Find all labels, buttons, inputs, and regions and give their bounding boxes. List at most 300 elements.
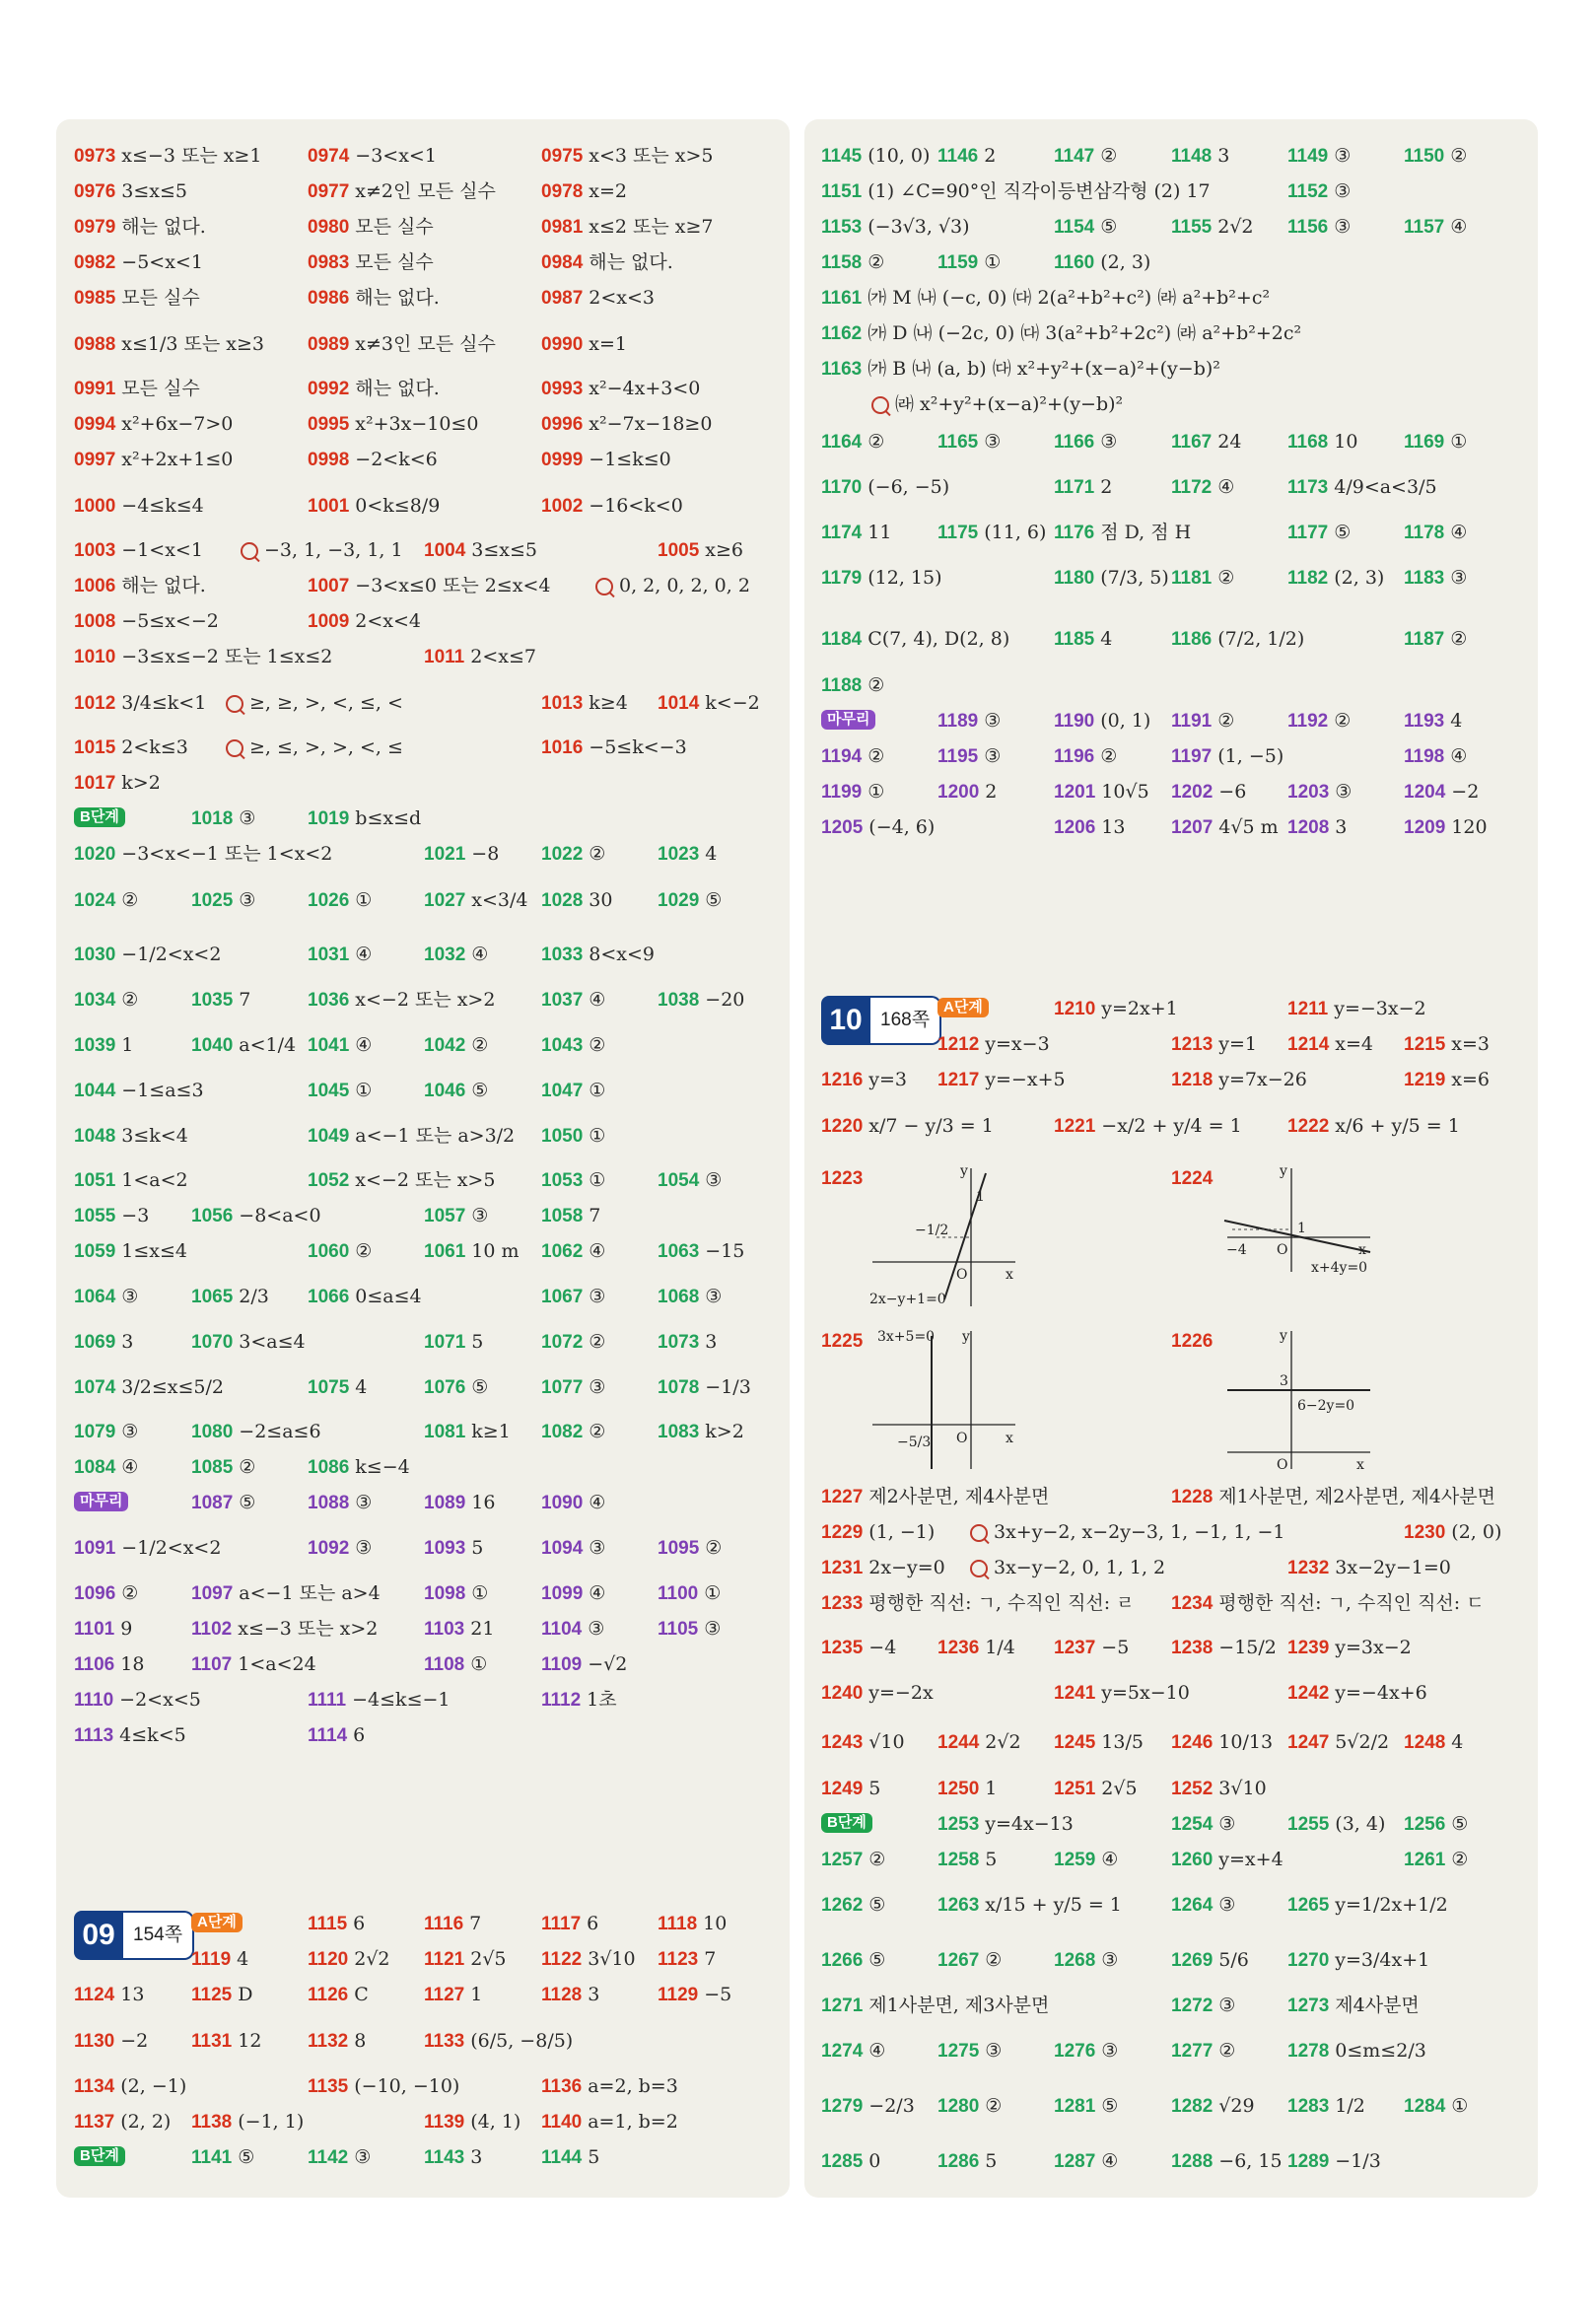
answer-item <box>937 1061 1066 1098</box>
answer-item <box>1171 1805 1235 1843</box>
problem-number: 1043 <box>541 1035 584 1056</box>
answer-item <box>191 1940 248 1978</box>
answer-item <box>74 441 233 478</box>
problem-number: 1100 <box>658 1583 699 1604</box>
answer-text: y=1/2x+1/2 <box>1335 1894 1448 1916</box>
answer-text: 4 <box>705 843 718 865</box>
answer-text: −20 <box>705 989 745 1011</box>
problem-number: 0998 <box>308 450 350 470</box>
problem-number: 1067 <box>541 1287 584 1307</box>
problem-number: 1249 <box>821 1779 864 1799</box>
answer-item <box>658 1575 721 1612</box>
answer-item <box>821 1513 935 1551</box>
problem-number: 1088 <box>308 1493 350 1513</box>
problem-number: 1155 <box>1171 217 1213 238</box>
answer-item <box>74 1368 224 1406</box>
answer-item <box>541 1197 600 1234</box>
answer-item <box>821 808 935 846</box>
answer-item <box>541 1232 605 1270</box>
answer-item <box>191 1448 255 1486</box>
answer-text: ≥, ≥, >, <, ≤, < <box>249 692 403 714</box>
problem-number: 1136 <box>541 2076 583 2097</box>
answer-item <box>541 244 673 281</box>
answer-item <box>1054 2142 1118 2180</box>
magnifier-icon <box>970 1560 988 1577</box>
answer-text: −16<k<0 <box>589 495 683 517</box>
answer-text: (−4, 6) <box>868 816 936 838</box>
problem-number: 1170 <box>821 477 863 498</box>
answer-text: k<−2 <box>705 692 760 714</box>
answer-item <box>821 350 1220 387</box>
answer-text: x²+2x+1≤0 <box>121 449 234 470</box>
answer-item <box>74 2022 148 2060</box>
answer-text: ② <box>589 1331 606 1353</box>
problem-number: 1055 <box>74 1206 116 1226</box>
answer-item <box>541 441 671 478</box>
answer-item <box>867 385 1123 422</box>
problem-number: 1070 <box>191 1332 234 1353</box>
answer-item <box>1287 1805 1385 1843</box>
answer-text: x≤2 또는 x≥7 <box>589 216 714 238</box>
answer-item <box>1287 808 1347 846</box>
problem-number: 1132 <box>308 2031 349 2052</box>
answer-text: √29 <box>1218 2095 1255 2117</box>
problem-number: 1226 <box>1171 1331 1214 1352</box>
answer-text: x/6 + y/5 = 1 <box>1335 1115 1460 1137</box>
answer-item <box>1404 1841 1468 1878</box>
answer-text: −5 <box>1101 1637 1130 1658</box>
magnifier-icon <box>871 396 889 414</box>
problem-number: 1235 <box>821 1638 864 1658</box>
answer-text: k≤−4 <box>355 1456 410 1478</box>
answer-text: x²−7x−18≥0 <box>589 413 713 435</box>
answer-item <box>74 1610 132 1647</box>
problem-number: 1118 <box>658 1914 698 1934</box>
answer-item <box>821 1107 994 1145</box>
problem-number: 1209 <box>1404 817 1446 838</box>
answer-text: −4 <box>868 1637 897 1658</box>
answer-item <box>821 1841 885 1878</box>
answer-text: x=4 <box>1335 1033 1374 1055</box>
problem-number: 1248 <box>1404 1732 1446 1753</box>
problem-number: 1115 <box>308 1914 348 1934</box>
answer-text: x≤−3 또는 x>2 <box>238 1618 379 1640</box>
answer-text: 3≤x≤5 <box>471 539 538 561</box>
answer-item <box>966 1549 1165 1585</box>
problem-number: 1241 <box>1054 1683 1096 1704</box>
problem-number: 1083 <box>658 1422 700 1442</box>
problem-number: 1057 <box>424 1206 466 1226</box>
answer-item <box>1171 2142 1283 2180</box>
answer-text: ④ <box>589 989 606 1011</box>
answer-text: 11 <box>867 522 892 543</box>
graph-label: y <box>1280 1328 1287 1344</box>
problem-number: 1289 <box>1287 2151 1330 2172</box>
problem-number: 1239 <box>1287 1638 1330 1658</box>
answer-item <box>1054 990 1178 1027</box>
answer-text: 6 <box>353 1724 366 1746</box>
problem-number: 1285 <box>821 2151 864 2172</box>
answer-item <box>74 1529 221 1567</box>
problem-number: 1160 <box>1054 252 1095 273</box>
answer-item <box>1171 208 1254 245</box>
answer-item <box>74 729 188 766</box>
problem-number: 1050 <box>541 1126 584 1147</box>
problem-number: 1077 <box>541 1377 584 1398</box>
problem-number: 1006 <box>74 576 116 596</box>
answer-item <box>937 1770 997 1807</box>
answer-item <box>937 1886 1122 1924</box>
answer-text: 30 <box>589 889 613 911</box>
answer-item <box>1287 1025 1373 1063</box>
answer-text: 4 <box>1100 628 1113 650</box>
answer-text: x≤−3 또는 x≥1 <box>121 145 262 167</box>
answer-item <box>1404 2087 1468 2125</box>
answer-item <box>1054 2087 1118 2125</box>
answer-text: 3 <box>705 1331 718 1353</box>
answer-item <box>74 1232 187 1270</box>
answer-item <box>1054 773 1149 810</box>
answer-item <box>1171 2087 1255 2125</box>
answer-text: −2 <box>120 2030 149 2052</box>
level-badge: A단계 <box>191 1913 243 1932</box>
answer-text: −5≤x<−2 <box>121 610 219 632</box>
answer-text: ② <box>355 1240 373 1262</box>
problem-number: 1084 <box>74 1457 116 1478</box>
problem-number: 1008 <box>74 611 116 632</box>
answer-text: √10 <box>868 1731 905 1753</box>
problem-number: 1113 <box>74 1725 114 1746</box>
problem-number: 1151 <box>821 181 863 202</box>
problem-number: 1214 <box>1287 1034 1330 1055</box>
answer-item <box>191 800 255 837</box>
problem-number: 1068 <box>658 1287 700 1307</box>
answer-text: ③ <box>984 710 1002 732</box>
answer-item <box>1054 559 1169 596</box>
answer-item <box>1054 1841 1118 1878</box>
answer-text: 4≤k<5 <box>119 1724 186 1746</box>
problem-number: 0991 <box>74 379 116 399</box>
problem-number: 1238 <box>1171 1638 1214 1658</box>
answer-item <box>1404 773 1479 810</box>
problem-number: 1183 <box>1404 568 1445 589</box>
problem-number: 1258 <box>937 1850 980 1870</box>
problem-number: 1194 <box>821 746 863 767</box>
answer-text: −√2 <box>588 1653 628 1675</box>
answer-text: x<3/4 <box>471 889 528 911</box>
answer-text: −3<x<−1 또는 1<x<2 <box>121 843 333 865</box>
answer-text: −8<a<0 <box>239 1205 321 1226</box>
problem-number: 1264 <box>1171 1895 1214 1916</box>
answer-text: y=x−3 <box>985 1033 1050 1055</box>
problem-number: 1120 <box>308 1949 349 1970</box>
answer-item <box>658 1905 727 1942</box>
answer-item <box>1054 620 1112 658</box>
answer-item <box>821 1987 1049 2024</box>
problem-number: 1259 <box>1054 1850 1096 1870</box>
answer-text: ② <box>1450 145 1468 167</box>
answer-text: 모든 실수 <box>355 251 434 273</box>
answer-text: 1<a<2 <box>121 1169 188 1191</box>
problem-number: 1223 <box>821 1168 864 1189</box>
answer-item <box>308 1529 372 1567</box>
answer-text: 3x−y−2, 0, 1, 1, 2 <box>994 1557 1166 1578</box>
answer-text: ⑤ <box>868 1949 886 1971</box>
answer-item <box>424 1529 483 1567</box>
answer-text: ② <box>867 431 885 453</box>
answer-text: −2<k<6 <box>355 449 438 470</box>
graph-label: 6−2y=0 <box>1297 1398 1355 1414</box>
graph-label: 1 <box>976 1189 985 1205</box>
problem-number: 1166 <box>1054 432 1095 453</box>
answer-item <box>191 1645 316 1683</box>
answer-item <box>937 2142 997 2180</box>
answer-item <box>308 800 421 837</box>
answer-text: 모든 실수 <box>121 287 200 309</box>
problem-number: 0974 <box>308 146 350 167</box>
answer-text: 10 <box>703 1913 728 1934</box>
answer-item <box>308 137 437 175</box>
answer-item <box>658 1232 744 1270</box>
problem-number: 1039 <box>74 1035 116 1056</box>
answer-text: 0, 2, 0, 2, 0, 2 <box>619 575 750 596</box>
answer-text: 3≤x≤5 <box>121 180 188 202</box>
answer-item <box>424 881 528 919</box>
problem-number: 1257 <box>821 1850 864 1870</box>
answer-item <box>308 1905 365 1942</box>
answer-item <box>191 1197 321 1234</box>
problem-number: 1042 <box>424 1035 466 1056</box>
problem-number: 1260 <box>1171 1850 1214 1870</box>
answer-text: −1/2<x<2 <box>121 944 222 965</box>
graph-label: x+4y=0 <box>1311 1260 1368 1276</box>
problem-number: 1086 <box>308 1457 350 1478</box>
answer-text: ③ <box>704 1618 722 1640</box>
answer-item <box>937 137 996 175</box>
graph-1225 <box>867 1326 1035 1474</box>
answer-item <box>74 1645 144 1683</box>
answer-text: 제1사분면, 제3사분면 <box>868 1995 1050 2016</box>
problem-number: 1143 <box>424 2147 465 2168</box>
answer-item <box>658 1610 721 1647</box>
problem-number: 1069 <box>74 1332 116 1353</box>
level-badge: 마무리 <box>74 1492 128 1511</box>
answer-text: ㈑ x²+y²+(x−a)²+(y−b)² <box>895 393 1124 415</box>
answer-item <box>1171 1987 1235 2024</box>
answer-text: ① <box>470 1653 488 1675</box>
problem-number: 1266 <box>821 1950 864 1971</box>
answer-text: 13 <box>120 1984 145 2005</box>
answer-text: 3/4≤k<1 <box>121 692 207 714</box>
answer-item <box>74 279 200 316</box>
problem-number: 0984 <box>541 252 584 273</box>
problem-number: 1156 <box>1287 217 1329 238</box>
answer-text: ② <box>985 1949 1003 1971</box>
problem-number: 0980 <box>308 217 350 238</box>
problem-number: 1178 <box>1404 523 1445 543</box>
answer-item <box>658 1278 722 1315</box>
answer-item <box>937 1941 1002 1979</box>
answer-text: −5 <box>704 1984 732 2005</box>
answer-text: 3 <box>588 1984 600 2005</box>
answer-item <box>1171 1941 1249 1979</box>
problem-number: 1038 <box>658 990 700 1011</box>
problem-number: 1243 <box>821 1732 864 1753</box>
answer-text: ① <box>589 1169 606 1191</box>
problem-number: 1091 <box>74 1538 116 1559</box>
answer-text: 1/4 <box>985 1637 1015 1658</box>
problem-number: 0981 <box>541 217 584 238</box>
answer-text: (1, −5) <box>1217 745 1284 767</box>
answer-text: 제2사분면, 제4사분면 <box>868 1486 1050 1507</box>
answer-text: ④ <box>1450 522 1468 543</box>
answer-text: ② <box>121 989 139 1011</box>
answer-text: y=3 <box>868 1069 908 1090</box>
answer-text: ② <box>1100 745 1118 767</box>
answer-item <box>1171 1061 1307 1098</box>
graph-label: 1 <box>1297 1221 1306 1236</box>
problem-number: 1152 <box>1287 181 1329 202</box>
answer-text: 3 <box>1335 816 1348 838</box>
problem-number: 1263 <box>937 1895 980 1916</box>
answer-text: −15/2 <box>1218 1637 1277 1658</box>
answer-text: ⑤ <box>471 1080 489 1101</box>
answer-item <box>541 1610 604 1647</box>
answer-item <box>821 773 884 810</box>
problem-number: 1051 <box>74 1170 116 1191</box>
problem-number: 0992 <box>308 379 350 399</box>
problem-number: 1222 <box>1287 1116 1330 1137</box>
answer-item <box>424 1232 520 1270</box>
problem-number: 1028 <box>541 890 584 911</box>
answer-item <box>191 1610 378 1647</box>
answer-item <box>308 936 372 973</box>
answer-text: (7/3, 5) <box>1100 567 1169 589</box>
answer-item <box>1404 559 1467 596</box>
answer-text: ② <box>868 1849 886 1870</box>
answer-text: ② <box>867 674 885 696</box>
answer-text: −8 <box>471 843 500 865</box>
answer-item <box>658 1940 716 1978</box>
problem-number: 1169 <box>1404 432 1445 453</box>
answer-item <box>1404 1025 1490 1063</box>
problem-number: 1172 <box>1171 477 1213 498</box>
answer-text: 5 <box>985 2150 998 2172</box>
answer-item <box>424 1413 511 1450</box>
problem-number: 1073 <box>658 1332 700 1353</box>
answer-text: ② <box>985 2095 1003 2117</box>
problem-number: 1230 <box>1404 1522 1446 1543</box>
problem-number: 1182 <box>1287 568 1329 589</box>
problem-number: 1244 <box>937 1732 980 1753</box>
problem-number: 0996 <box>541 414 584 435</box>
problem-number: 1101 <box>74 1619 115 1640</box>
answer-text: 2<x<3 <box>589 287 656 309</box>
answer-text: ④ <box>1101 2150 1119 2172</box>
answer-text: ④ <box>868 2040 886 2062</box>
problem-number: 0978 <box>541 181 584 202</box>
answer-text: ㈎ D ㈏ (−2c, 0) ㈐ 3(a²+b²+2c²) ㈑ a²+b²+2c² <box>867 322 1302 344</box>
answer-item <box>541 729 687 766</box>
answer-text: ① <box>704 1582 722 1604</box>
answer-text: 5 <box>471 1331 484 1353</box>
answer-item <box>308 567 550 604</box>
answer-item <box>937 1025 1050 1063</box>
answer-item <box>308 405 478 443</box>
answer-text: −2<x<5 <box>119 1689 201 1711</box>
answer-text: k≥4 <box>589 692 628 714</box>
answer-item <box>541 1368 605 1406</box>
answer-text: (2, 2) <box>120 2111 172 2133</box>
answer-item <box>541 981 605 1018</box>
graph-1223 <box>867 1163 1035 1311</box>
answer-item <box>1171 1159 1218 1197</box>
problem-number: 1231 <box>821 1558 864 1578</box>
answer-text: ③ <box>239 807 256 829</box>
answer-item <box>541 2103 678 2140</box>
answer-text: (7/2, 1/2) <box>1217 628 1305 650</box>
answer-text: ④ <box>589 1240 606 1262</box>
answer-text: 1<a<24 <box>238 1653 316 1675</box>
answer-item <box>1287 2032 1426 2069</box>
problem-number: 1219 <box>1404 1070 1446 1090</box>
answer-item <box>541 1645 627 1683</box>
answer-item <box>74 1323 133 1361</box>
answer-item <box>821 1723 905 1761</box>
answer-text: (2, 3) <box>1100 251 1151 273</box>
problem-number: 1095 <box>658 1538 700 1559</box>
problem-number: 1212 <box>937 1034 980 1055</box>
answer-text: 제4사분면 <box>1335 1995 1420 2016</box>
answer-item <box>1287 2087 1365 2125</box>
answer-item <box>74 1681 201 1718</box>
answer-item <box>821 1322 868 1360</box>
answer-item <box>658 981 744 1018</box>
answer-item <box>1054 1674 1190 1712</box>
answer-text: −2 <box>1451 781 1480 803</box>
problem-number: 1026 <box>308 890 350 911</box>
problem-number: 1186 <box>1171 629 1213 650</box>
answer-text: y=x+4 <box>1218 1849 1284 1870</box>
problem-number: 1234 <box>1171 1593 1214 1614</box>
answer-text: 3<a≤4 <box>239 1331 306 1353</box>
problem-number: 1001 <box>308 496 350 517</box>
answer-text: ② <box>1451 1849 1469 1870</box>
answer-item <box>191 1026 296 1064</box>
problem-number: 0985 <box>74 288 116 309</box>
answer-item <box>541 1323 605 1361</box>
problem-number: 1125 <box>191 1985 233 2005</box>
answer-text: 6 <box>587 1913 599 1934</box>
magnifier-icon <box>226 695 243 713</box>
answer-item <box>541 1575 605 1612</box>
problem-number: 0993 <box>541 379 584 399</box>
problem-number: 1236 <box>937 1638 980 1658</box>
answer-item <box>658 1976 731 2013</box>
answer-text: 4√5 m <box>1218 816 1279 838</box>
problem-number: 1072 <box>541 1332 584 1353</box>
answer-text: ① <box>589 1080 606 1101</box>
answer-item <box>74 244 203 281</box>
answer-item <box>1054 1941 1118 1979</box>
answer-item <box>541 2067 678 2105</box>
problem-number: 1181 <box>1171 568 1213 589</box>
problem-number: 1062 <box>541 1241 584 1262</box>
problem-number: 1111 <box>308 1690 347 1711</box>
problem-number: 1124 <box>74 1985 115 2005</box>
answer-text: ③ <box>1218 1894 1236 1916</box>
graph-label: y <box>960 1163 968 1179</box>
